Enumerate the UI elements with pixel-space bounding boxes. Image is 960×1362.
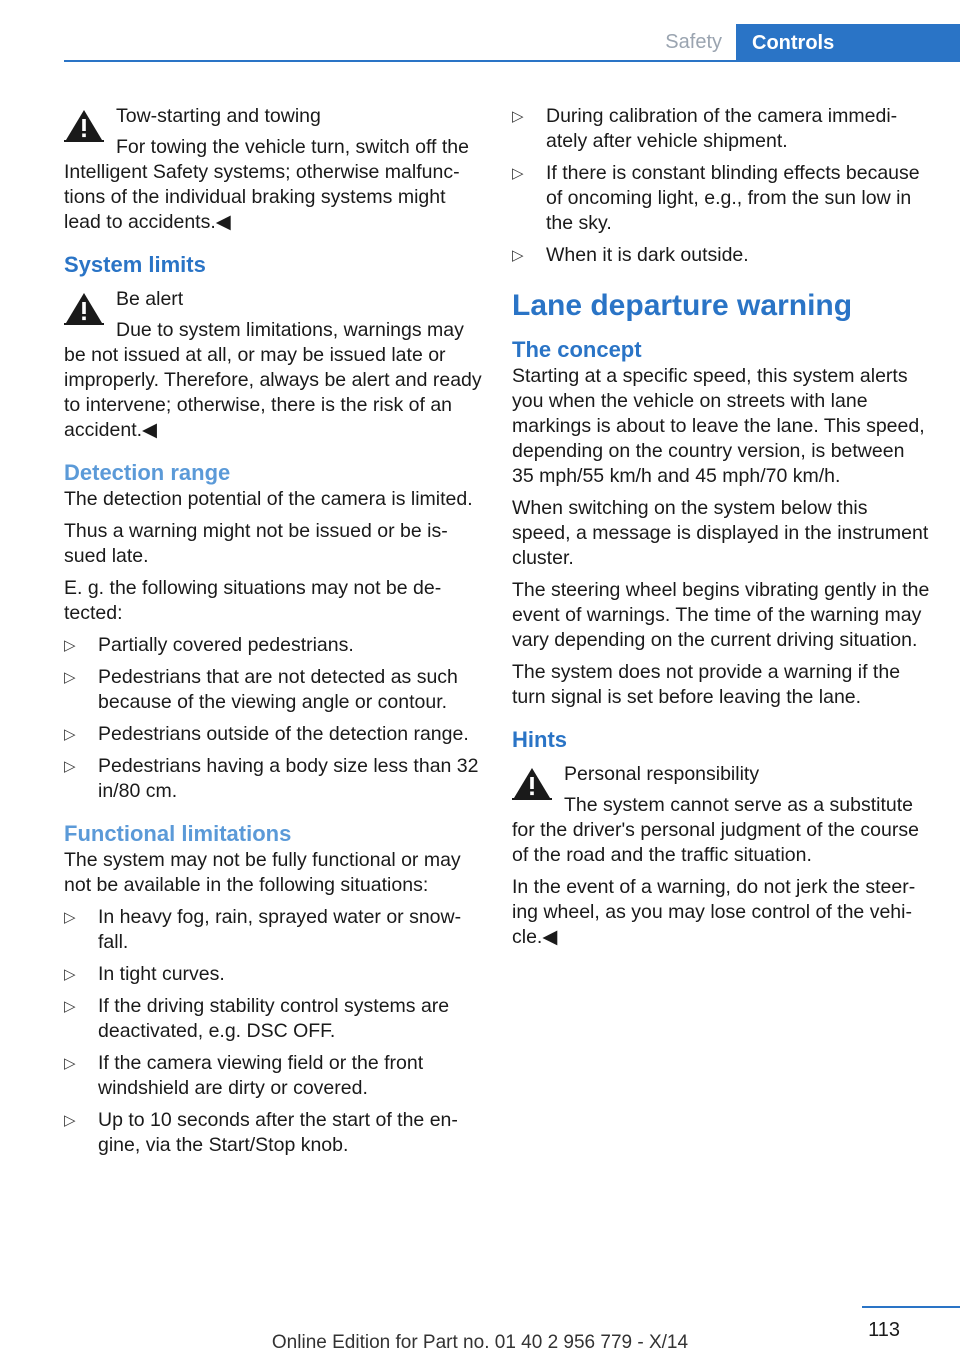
paragraph: Thus a warning might not be issued or be issued late. bbox=[64, 520, 448, 567]
list-item: ▷ Pedestrians having a body size less than 32 in/80 cm. bbox=[64, 754, 482, 804]
warning-towing bbox=[64, 104, 482, 235]
warning-triangle-icon bbox=[512, 766, 552, 800]
header-chapter-controls: Controls bbox=[736, 24, 960, 62]
list-item: ▷ If the driving stability control systems are deactivated, e.g. DSC OFF. bbox=[64, 994, 482, 1044]
heading-the-concept: The concept bbox=[512, 337, 642, 362]
heading-system-limits: System limits bbox=[64, 252, 206, 277]
warning-triangle-icon bbox=[64, 291, 104, 325]
left-column bbox=[64, 104, 482, 1165]
warning-title: Personal responsibility bbox=[564, 763, 760, 785]
paragraph: The detection potential of the camera is limited. bbox=[64, 488, 473, 510]
list-item: ▷ During calibration of the camera immediately after vehicle shipment. bbox=[512, 104, 930, 154]
heading-detection-range: Detection range bbox=[64, 460, 231, 485]
paragraph: Starting at a specific speed, this system alerts you when the vehicle on streets with lane markings is about to leave the lane. This speed, depending on the country version, is between 35 mph/55 km/h and 45 mph/70 km/h. bbox=[512, 365, 925, 487]
header-section-safety: Safety bbox=[665, 31, 722, 53]
heading-lane-departure-warning: Lane departure warning bbox=[512, 289, 853, 322]
paragraph: The steering wheel begins vibrating gently in the event of warnings. The time of the warning may vary depending on the current driving situation. bbox=[512, 579, 930, 651]
warning-be-alert bbox=[64, 287, 482, 443]
detection-list bbox=[64, 633, 482, 804]
functional-list-continued bbox=[512, 104, 930, 268]
page-number: 113 bbox=[868, 1319, 900, 1341]
warning-title: Be alert bbox=[116, 288, 184, 310]
warning-personal-responsibility bbox=[512, 762, 930, 868]
list-item: ▷ If the camera viewing field or the front windshield are dirty or covered. bbox=[64, 1051, 482, 1101]
paragraph: The system does not provide a warning if the turn signal is set before leaving the lane. bbox=[512, 661, 901, 708]
paragraph: In the event of a warning, do not jerk the steering wheel, as you may lose control of the vehicle.◀ bbox=[512, 876, 916, 948]
right-column bbox=[512, 104, 930, 957]
list-item: ▷ When it is dark outside. bbox=[512, 243, 930, 268]
list-item: ▷ Pedestrians outside of the detection range. bbox=[64, 722, 482, 747]
warning-text: The system cannot serve as a substitute for the driver's personal judgment of the course of the road and the traffic situation. bbox=[512, 794, 919, 866]
paragraph: When switching on the system below this speed, a message is displayed in the instrument cluster. bbox=[512, 497, 929, 569]
list-item: ▷ Partially covered pedestrians. bbox=[64, 633, 482, 658]
functional-list bbox=[64, 905, 482, 1158]
edition-line: Online Edition for Part no. 01 40 2 956 779 - X/14 bbox=[271, 1332, 689, 1353]
warning-text: Due to system limitations, warnings may be not issued at all, or may be issued late or improperly. Therefore, always be alert and ready to intervene; otherwise, there is the risk of an accident.◀ bbox=[64, 319, 482, 441]
list-item: ▷ Pedestrians that are not detected as such because of the viewing angle or contour. bbox=[64, 665, 482, 715]
list-item: ▷ Up to 10 seconds after the start of the engine, via the Start/Stop knob. bbox=[64, 1108, 482, 1158]
heading-functional-limitations: Functional limitations bbox=[64, 821, 292, 846]
heading-hints: Hints bbox=[512, 727, 567, 752]
warning-text: For towing the vehicle turn, switch off the Intelligent Safety systems; otherwise malfunctions of the individual braking systems might lead to accidents.◀ bbox=[64, 136, 469, 233]
paragraph: E. g. the following situations may not be detected: bbox=[64, 577, 442, 624]
list-item: ▷ If there is constant blinding effects because of oncoming light, e.g., from the sun low in the sky. bbox=[512, 161, 930, 236]
list-item: ▷ In tight curves. bbox=[64, 962, 482, 987]
header-rule bbox=[64, 60, 960, 62]
footer-rule bbox=[862, 1306, 960, 1308]
warning-title: Tow-starting and towing bbox=[116, 105, 321, 127]
paragraph: The system may not be fully functional or may not be available in the following situations: bbox=[64, 849, 461, 896]
list-item: ▷ In heavy fog, rain, sprayed water or snowfall. bbox=[64, 905, 482, 955]
warning-triangle-icon bbox=[64, 108, 104, 142]
